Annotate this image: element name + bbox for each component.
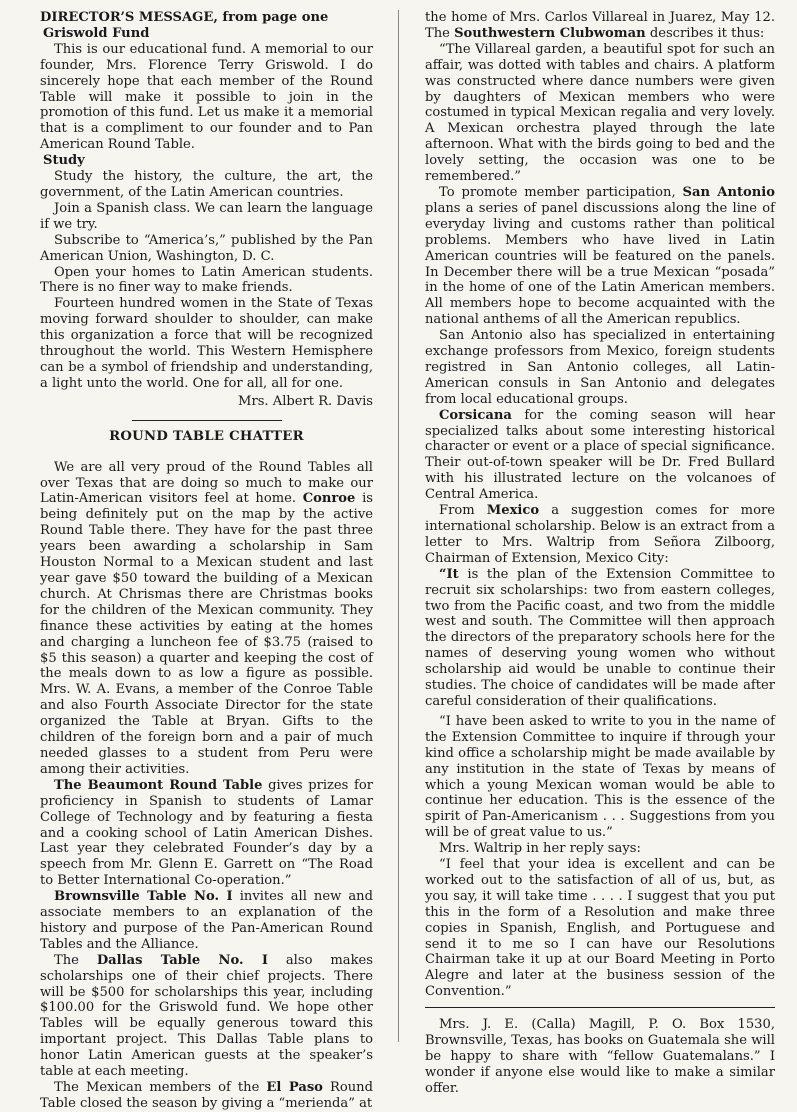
- griswold-fund-heading: Griswold Fund: [43, 25, 150, 41]
- dallas-name: Dallas Table No. I: [96, 952, 268, 968]
- san-antonio-paragraph-2: San Antonio also has specialized in entertaining exchange professors from Mexico, foreign students registred in San Antonio colleges, all Latin-American consuls in San Antonio and delegates from local educational groups.: [425, 328, 775, 407]
- conroe-paragraph: We are all very proud of the Round Tables all over Texas that are doing so much to make our Latin-American visitors feel at home. Conroe is being definitely put on the map by the active Round Table there. They have for the past three years been awarding a scholarship in Sam Houston Normal to a Mexican student and last year gave $50 toward the building of a Mexican church. At Chrismas there are Christmas books for the children of the Mexican community. They finance these activities by eating at the homes and charging a luncheon fee of $3.75 (raised to $5 this season) a quarter and keeping the cost of the meals down to as low a figure as possible. Mrs. W. A. Evans, a member of the Conroe Table and also Fourth Associate Director for the state organized the Table at Bryan. Gifts to the children of the foreign born and a pair of much needed glasses to a student from Peru were among their activities.: [40, 459, 373, 777]
- corsicana-name: Corsicana: [439, 407, 512, 423]
- column-divider: [398, 10, 399, 1042]
- left-column: [40, 10, 373, 1112]
- waltrip-reply-quote: “I feel that your idea is excellent and can be worked out to the satisfaction of all of us, but, as you say, it will take time . . . . I suggest that you put this in the form of a Resolution and make three copies in Spanish, English, and Portuguese and send it to me so I can have our Resolutions Chairman take it up at our Board Meeting in Porto Alegre and later at the business session of the Convention.”: [425, 857, 775, 1000]
- mexico-name: Mexico: [486, 503, 540, 519]
- brownsville-paragraph: Brownsville Table No. I invites all new and associate members to an explanation of the history and purpose of the Pan-American Round Tables and the Alliance.: [40, 889, 373, 952]
- study-heading: Study: [43, 153, 85, 169]
- villareal-quote: “The Villareal garden, a beautiful spot for such an affair, was dotted with tables and chairs. A platform was constructed where dance numbers were given by daughters of Mexican members who were costumed in typical Mexican regalia and very lovely. A Mexican orchestra played through the late afternoon. What with the birds going to bed and the lovely setting, the occasion was one to be remembered.”: [425, 41, 775, 185]
- southwestern-clubwoman: Southwestern Clubwoman: [454, 25, 646, 41]
- san-antonio-paragraph: To promote member participation, San Antonio plans a series of panel discussions along the line of everyday living and customs rather than political problems. Members who have lived in Latin American countries will be featured on the panels. In December there will be a true Mexican “posada” in the home of one of the Latin American members. All members hope to become acquainted with the national anthems of all the American republics.: [425, 184, 775, 328]
- study-paragraph-4: Open your homes to Latin American students. There is no finer way to make friends.: [40, 264, 373, 296]
- study-paragraph-1: Study the history, the culture, the art, the government, of the Latin American countries.: [40, 169, 373, 200]
- mexico-paragraph: From Mexico a suggestion comes for more international scholarship. Below is an extract from a letter to Mrs. Waltrip from Señora Zilboorg, Chairman of Extension, Mexico City:: [425, 503, 775, 566]
- corsicana-paragraph: Corsicana for the coming season will hear specialized talks about some interesting historical character or event or a place of special significance. Their out-of-town speaker will be Dr. Fred Bullard with his illustrated lecture on the volcanoes of Central America.: [425, 407, 775, 503]
- closing-divider: [425, 1007, 775, 1008]
- section-divider: [132, 420, 282, 421]
- el-paso-continued: the home of Mrs. Carlos Villareal in Juarez, May 12. The Southwestern Clubwoman describes it thus:: [425, 10, 775, 41]
- brownsville-name: Brownsville Table No. I: [54, 889, 233, 905]
- waltrip-reply-intro: Mrs. Waltrip in her reply says:: [439, 841, 641, 857]
- extension-quote: “It is the plan of the Extension Committee to recruit six scholarships: two from eastern colleges, two from the Pacific coast, and two from the middle west and south. The Committee will then approach the directors of the preparatory schools here for the names of deserving young women who without scholarship aid would be unable to continue their studies. The choice of candidates will be made after careful consideration of their qualifications.: [425, 566, 775, 709]
- beaumont-name: The Beaumont Round Table: [54, 777, 263, 793]
- directors-message-title: DIRECTOR’S MESSAGE, from page one: [40, 10, 329, 25]
- griswold-fund-paragraph: This is our educational fund. A memorial to our founder, Mrs. Florence Terry Griswold. I do sincerely hope that each member of the Round Table will make it possible to join in the promotion of this fund. Let us make it a memorial that is a compliment to our founder and to Pan American Round Table.: [40, 41, 373, 153]
- conroe-name: Conroe: [302, 491, 356, 507]
- dallas-paragraph: The Dallas Table No. I also makes scholarships one of their chief projects. There will be $500 for scholarships this year, including $100.00 for the Griswold fund. We hope other Tables will be equally generous toward this important project. This Dallas Table plans to honor Latin American guests at the speaker’s table at each meeting.: [40, 952, 373, 1080]
- study-paragraph-3: Subscribe to “America’s,” published by the Pan American Union, Washington, D. C.: [40, 232, 373, 264]
- right-column: [425, 10, 775, 1097]
- signature: Mrs. Albert R. Davis: [238, 393, 373, 409]
- round-table-chatter-title: ROUND TABLE CHATTER: [109, 428, 304, 444]
- magill-paragraph: Mrs. J. E. (Calla) Magill, P. O. Box 1530, Brownsville, Texas, has books on Guatemala she will be happy to share with “fellow Guatemalans.” I wonder if anyone else would like to make a similar offer.: [425, 1017, 775, 1096]
- study-paragraph-5: Fourteen hundred women in the State of Texas moving forward shoulder to shoulder, can make this organization a force that will be recognized throughout the world. This Western Hemisphere can be a symbol of friendship and understanding, a light unto the world. One for all, all for one.: [40, 296, 373, 391]
- el-paso-paragraph: The Mexican members of the El Paso Round Table closed the season by giving a “merienda” at: [40, 1080, 373, 1111]
- beaumont-paragraph: The Beaumont Round Table gives prizes for proficiency in Spanish to students of Lamar College of Technology and by featuring a fiesta and a cooking school of Latin American Dishes. Last year they celebrated Founder’s day by a speech from Mr. Glenn E. Garrett on “The Road to Better International Co-operation.”: [40, 777, 374, 889]
- study-paragraph-2: Join a Spanish class. We can learn the language if we try.: [40, 200, 373, 232]
- el-paso-name: El Paso: [266, 1080, 323, 1095]
- san-antonio-name: San Antonio: [682, 184, 775, 200]
- extension-quote-2: “I have been asked to write to you in the name of the Extension Committee to inquire if through your kind office a scholarship might be made available by any institution in the state of Texas by means of which a young Mexican woman would be able to continue her education. This is the essence of the spirit of Pan-Americanism . . . Suggestions from you will be of great value to us.”: [425, 713, 775, 841]
